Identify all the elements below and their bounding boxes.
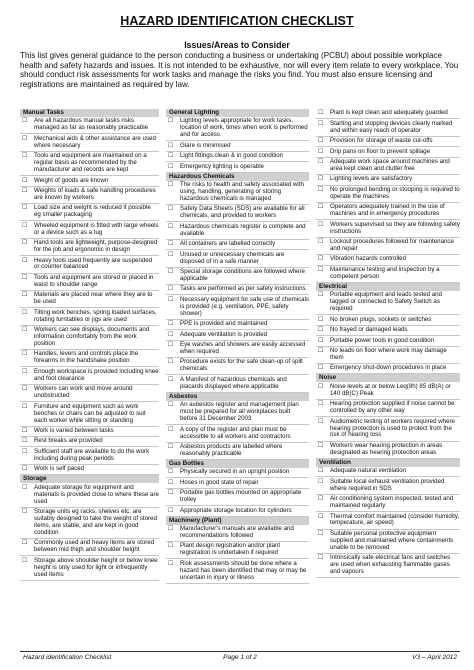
checklist-item	[20, 427, 159, 437]
checkbox-icon[interactable]: ☐	[22, 386, 28, 393]
checklist-item-text: Furniture and equipment such as work benches or chairs can be adjusted to suit each worker while sitting or standing	[34, 402, 146, 424]
checkbox-icon[interactable]: ☐	[22, 240, 28, 247]
checklist-item-text: Adequate natural ventilation	[330, 467, 407, 475]
checkbox-icon[interactable]: ☐	[168, 241, 174, 248]
checklist-item-text: Operators adequately trained in the use of machines and in emergency procedures	[330, 203, 445, 218]
checklist-item-text: Lighting levels are satisfactory	[330, 175, 413, 183]
checklist-column-1	[20, 109, 159, 581]
section-heading: Electrical	[316, 283, 460, 291]
checklist-item	[166, 489, 309, 506]
checklist-item	[166, 443, 309, 460]
checklist-item	[166, 117, 309, 141]
checklist-item	[20, 483, 159, 507]
checkbox-icon[interactable]: ☐	[22, 257, 28, 264]
checklist-item	[316, 238, 460, 255]
checkbox-icon[interactable]: ☐	[318, 327, 324, 334]
section-heading: Ventilation	[316, 459, 460, 467]
checklist-item-text: Enough workspace is provided including knee and foot clearance	[34, 367, 159, 382]
checklist-item-text: Hand tools are lightweight, purpose-designed for the job and ergonomic in design	[34, 239, 158, 254]
checkbox-icon[interactable]: ☐	[318, 148, 324, 155]
checklist-item-text: Tasks are performed as per safety instructions	[180, 285, 306, 293]
checklist-item-text: Tools and equipment are maintained on a regular basis as recommended by the manufacturer and records are kept	[34, 152, 147, 174]
checkbox-icon[interactable]: ☐	[22, 187, 28, 194]
checklist-item	[316, 147, 460, 157]
checklist-item	[316, 467, 460, 477]
section-heading: Noise	[316, 374, 460, 382]
checklist-item	[20, 556, 159, 580]
section-heading: Gas Bottles	[166, 460, 309, 468]
checklist-item-text: Provision for storage of waste cut-offs	[330, 137, 433, 145]
checkbox-icon[interactable]: ☐	[22, 274, 28, 281]
checkbox-icon[interactable]: ☐	[168, 402, 174, 409]
checklist-item	[20, 221, 159, 238]
checklist-item	[316, 530, 460, 554]
checkbox-icon[interactable]: ☐	[168, 342, 174, 349]
checkbox-icon[interactable]: ☐	[168, 206, 174, 213]
checkbox-icon[interactable]: ☐	[22, 309, 28, 316]
checklist-item-text: Drip pans on floor to prevent spillage	[330, 147, 431, 155]
checklist-item-text: Appropriate storage location for cylinders	[180, 506, 292, 514]
section-heading: Manual Tasks	[20, 109, 159, 117]
checklist-item-text: Special storage conditions are followed where applicable	[180, 268, 305, 282]
checklist-item	[316, 175, 460, 185]
checklist-item	[166, 401, 309, 425]
checkbox-icon[interactable]: ☐	[168, 331, 174, 338]
checkbox-icon[interactable]: ☐	[318, 468, 324, 475]
checkbox-icon[interactable]: ☐	[168, 359, 174, 366]
checklist-item	[20, 367, 159, 384]
checklist-item	[316, 336, 460, 346]
checklist-column-2	[166, 109, 309, 584]
checklist-item-text: All containers are labelled correctly	[180, 240, 276, 248]
checklist-item-text: Load size and weight is reduced if possible eg smaller packaging	[34, 204, 151, 219]
checkbox-icon[interactable]: ☐	[22, 292, 28, 299]
checklist-item-text: Hoses in good state of repair	[180, 478, 259, 486]
checklist-item	[316, 109, 460, 119]
checklist-item	[166, 181, 309, 205]
checkbox-icon[interactable]: ☐	[22, 448, 28, 455]
checklist-item-text: No leads on floor where work may damage them	[330, 346, 447, 361]
checklist-item-text: Adequate ventilation is provided	[180, 330, 268, 338]
checklist-item-text: Eye washes and showers are easily accessed when required	[180, 341, 306, 355]
checkbox-icon[interactable]: ☐	[168, 286, 174, 293]
checkbox-icon[interactable]: ☐	[168, 543, 174, 550]
checkbox-icon[interactable]: ☐	[318, 316, 324, 323]
checkbox-icon[interactable]: ☐	[318, 496, 324, 503]
checkbox-icon[interactable]: ☐	[318, 186, 324, 193]
checkbox-icon[interactable]: ☐	[168, 321, 174, 328]
checklist-item	[316, 186, 460, 203]
checkbox-icon[interactable]: ☐	[168, 153, 174, 160]
checklist-item	[166, 468, 309, 478]
checklist-item-text: Emergency shut-down procedures in place	[330, 364, 447, 372]
checklist-item	[20, 350, 159, 367]
page-footer	[20, 651, 460, 662]
checklist-item-text: Commonly used and heavy items are stored between mid thigh and shoulder height	[34, 539, 155, 554]
checkbox-icon[interactable]: ☐	[318, 401, 324, 408]
checklist-item	[166, 295, 309, 319]
footer-document-name: Hazard identification Checklist	[23, 653, 112, 661]
checkbox-icon[interactable]: ☐	[318, 555, 324, 562]
checklist-item-text: Sufficient staff are available to do the work including during peak periods	[34, 447, 150, 462]
checkbox-icon[interactable]: ☐	[168, 182, 174, 189]
checkbox-icon[interactable]: ☐	[318, 138, 324, 145]
checkbox-icon[interactable]: ☐	[168, 251, 174, 258]
checklist-item-text: Procedure exists for the safe clean-up of spilt chemicals	[180, 358, 303, 373]
checkbox-icon[interactable]: ☐	[22, 403, 28, 410]
checkbox-icon[interactable]: ☐	[22, 466, 28, 473]
checkbox-icon[interactable]: ☐	[168, 479, 174, 486]
checkbox-icon[interactable]: ☐	[22, 368, 28, 375]
checklist-item	[166, 152, 309, 162]
checklist-item-text: Hearing protection supplied if noise cannot be controlled by any other way	[330, 400, 455, 415]
checkbox-icon[interactable]: ☐	[318, 347, 324, 354]
checklist-item	[166, 341, 309, 358]
checklist-item-text: The risks to health and safety associated with using, handling, generating or storing hazardous chemicals is managed	[180, 181, 304, 202]
checkbox-icon[interactable]: ☐	[168, 163, 174, 170]
checklist-item	[316, 512, 460, 529]
checkbox-icon[interactable]: ☐	[168, 443, 174, 450]
checkbox-icon[interactable]: ☐	[22, 557, 28, 564]
checklist-item	[166, 425, 309, 442]
checkbox-icon[interactable]: ☐	[318, 256, 324, 263]
checkbox-icon[interactable]: ☐	[318, 110, 324, 117]
checklist-item-text: Storage units eg racks, shelves etc. are suitably designed to take the weight of stored items, are stable, and are kept in good condition	[34, 507, 157, 536]
checklist-item	[166, 222, 309, 239]
checkbox-icon[interactable]: ☐	[22, 484, 28, 491]
checklist-item-text: Safety Data Sheets (SDS) are available for all chemicals, and provided to workers	[180, 205, 305, 220]
checklist-item	[166, 205, 309, 222]
checklist-item-text: Manufacturer's manuals are available and recommendations followed	[180, 525, 294, 539]
checklist-item	[166, 559, 309, 583]
checklist-item	[316, 255, 460, 265]
section-heading: Hazardous Chemicals	[166, 173, 309, 181]
checklist-item-text: Tilting work benches, spring loaded surfaces, rotating turntables or jigs are used	[34, 308, 157, 323]
checklist-item	[316, 477, 460, 494]
checklist-item-text: Workers wear hearing protection in areas designated as hearing protection areas	[330, 441, 443, 456]
checklist-item-text: Intrinsically safe electrical fans and switches are used when exhausting flammable gases and vapours	[330, 554, 451, 576]
checklist-item-text: Noise levels at or below Leq(8h) 85 dB(A) or 140 dB(C) Peak	[330, 382, 451, 397]
footer-version: V3 – April 2012	[412, 653, 457, 661]
checkbox-icon[interactable]: ☐	[318, 383, 324, 390]
checklist-item-text: Work is self paced	[34, 465, 85, 473]
checklist-item	[20, 187, 159, 204]
checklist-item	[166, 320, 309, 330]
checklist-item	[20, 117, 159, 134]
checkbox-icon[interactable]: ☐	[318, 176, 324, 183]
checkbox-icon[interactable]: ☐	[22, 327, 28, 334]
checklist-item	[166, 330, 309, 340]
checklist-item-text: Hazardous chemicals register is complete and available	[180, 222, 306, 237]
page-title: HAZARD IDENTIFICATION CHECKLIST	[120, 14, 354, 28]
checklist-item-text: Workers can see displays, documents and information comfortably from the work position	[34, 326, 150, 347]
checkbox-icon[interactable]: ☐	[22, 222, 28, 229]
checkbox-icon[interactable]: ☐	[22, 135, 28, 142]
checklist-item-text: An asbestos register and management plan must be prepared for all workplaces built before 31 December 2003	[180, 401, 299, 423]
checklist-item-text: Air conditioning system inspected, tested and maintained regularly	[330, 495, 454, 510]
checklist-item	[316, 291, 460, 315]
checklist-item	[20, 508, 159, 539]
checklist-item	[20, 437, 159, 447]
checklist-item-text: Work is varied between tasks	[34, 426, 114, 434]
checklist-column-3	[316, 109, 460, 578]
checklist-item-text: Suitable personal protective equipment supplied and maintained where containments unable to be removed	[330, 529, 454, 551]
checklist-item-text: Storage above shoulder height or below knee height is only used for light or infrequently used items	[34, 556, 158, 578]
checklist-item-text: Weights of loads & safe handling procedures are known by workers	[34, 186, 156, 201]
checklist-item-text: No broken plugs, sockets or switches	[330, 315, 432, 323]
checkbox-icon[interactable]: ☐	[318, 337, 324, 344]
checklist-item	[166, 506, 309, 516]
checklist-item-text: Portable gas bottles mounted on appropriate trolley	[180, 489, 302, 504]
checklist-item-text: Unused or unnecessary chemicals are disposed of in a safe manner	[180, 250, 285, 265]
checkbox-icon[interactable]: ☐	[22, 205, 28, 212]
section-heading: Asbestos	[166, 393, 309, 401]
checklist-item	[166, 268, 309, 285]
checklist-item-text: Physically secured in an upright position	[180, 468, 290, 476]
checklist-item-text: Audiometric testing of workers required where hearing protection is used to protect from the risk of hearing loss	[330, 417, 455, 439]
checklist-item-text: A Manifest of hazardous chemicals and placards displayed where applicable	[180, 375, 287, 390]
checklist-item	[316, 417, 460, 441]
checklist-item-text: Portable power tools in good condition	[330, 336, 435, 344]
checkbox-icon[interactable]: ☐	[22, 177, 28, 184]
checklist-item	[20, 402, 159, 426]
checklist-item-text: No frayed or damaged leads	[330, 326, 408, 334]
checklist-item-text: Portable equipment and leads tested and tagged or connected to Safety Switch as required	[330, 291, 442, 313]
checklist-item	[166, 240, 309, 250]
checklist-item-text: Suitable local exhaust ventilation provided where required in SDS	[330, 477, 445, 492]
checklist-item-text: Materials are placed near where they are to be used	[34, 291, 153, 306]
checkbox-icon[interactable]: ☐	[168, 142, 174, 149]
checklist-item	[20, 308, 159, 325]
checklist-item-text: Are all hazardous manual tasks risks managed as far as reasonably practicable	[34, 117, 149, 132]
checklist-item-text: Thermal comfort maintained (consider humidity, temperature, air speed)	[330, 512, 460, 527]
checkbox-icon[interactable]: ☐	[318, 530, 324, 537]
intro-paragraph: This list gives general guidance to the person conducting a business or undertaking (PCBU) about possible workplace health and safety hazards and issues. It is not intended to be exhaustive, nor will every item relate to every workplace. You should conduct risk assessments for work tasks and manage the risks you find. You must also ensure licensing and registrations are maintained as required by law.	[20, 51, 459, 89]
checkbox-icon[interactable]: ☐	[318, 513, 324, 520]
checklist-item	[166, 542, 309, 559]
checklist-item	[316, 315, 460, 325]
checklist-item	[316, 400, 460, 417]
checklist-item-text: Heavy tools used frequently are suspended or counter balanced	[34, 256, 153, 271]
checklist-item-text: Workers can work and move around unobstructed	[34, 385, 133, 400]
checkbox-icon[interactable]: ☐	[318, 292, 324, 299]
checkbox-icon[interactable]: ☐	[318, 204, 324, 211]
checklist-item-text: PPE is provided and maintained	[180, 320, 268, 328]
section-heading: Storage	[20, 475, 159, 483]
checklist-item	[166, 250, 309, 267]
checkbox-icon[interactable]: ☐	[168, 118, 174, 125]
checklist-item	[316, 266, 460, 283]
checkbox-icon[interactable]: ☐	[168, 526, 174, 533]
checkbox-icon[interactable]: ☐	[22, 508, 28, 515]
checklist-item	[166, 162, 309, 172]
checklist-item-text: Emergency lighting is operable	[180, 162, 264, 170]
checklist-item	[316, 382, 460, 399]
section-heading: General Lighting	[166, 109, 309, 117]
checkbox-icon[interactable]: ☐	[318, 221, 324, 228]
checklist-item-text: Light fittings clean & in good condition	[180, 152, 284, 160]
checklist-item	[316, 203, 460, 220]
checklist-item	[20, 274, 159, 291]
checkbox-icon[interactable]: ☐	[168, 560, 174, 567]
checkbox-icon[interactable]: ☐	[168, 296, 174, 303]
checklist-item	[20, 447, 159, 464]
checkbox-icon[interactable]: ☐	[318, 266, 324, 273]
checklist-item	[20, 539, 159, 556]
checkbox-icon[interactable]: ☐	[22, 153, 28, 160]
checklist-item-text: Adequate storage for equipment and materials is provided close to where these are used	[34, 483, 159, 505]
checklist-item	[20, 291, 159, 308]
checklist-item	[316, 364, 460, 374]
checkbox-icon[interactable]: ☐	[168, 269, 174, 275]
checklist-item-text: Adequate work space around machines and area kept clean and clutter free	[330, 158, 450, 173]
checklist-item	[20, 204, 159, 221]
checkbox-icon[interactable]: ☐	[22, 540, 28, 547]
checkbox-icon[interactable]: ☐	[22, 118, 28, 125]
checkbox-icon[interactable]: ☐	[318, 239, 324, 246]
footer-page-number: Page 1 of 2	[223, 653, 257, 661]
checklist-item-text: Lighting levels appropriate for work tasks, location of work, times when work is performed and for access	[180, 117, 308, 139]
checkbox-icon[interactable]: ☐	[318, 120, 324, 127]
checkbox-icon[interactable]: ☐	[168, 376, 174, 383]
checklist-item	[20, 176, 159, 186]
checklist-item	[316, 137, 460, 147]
checklist-item	[20, 134, 159, 151]
checklist-item-text: Risk assessments should be done where a hazard has been identified that may or may be uncertain in injury or illness	[180, 559, 307, 581]
checklist-item-text: Necessary equipment for safe use of chemicals is provided (e.g. ventilation, PPE, safety shower)	[180, 295, 310, 317]
checklist-item-text: Maintenance testing and inspection by a competent person	[330, 265, 440, 280]
checklist-item	[166, 285, 309, 295]
checklist-item	[316, 495, 460, 512]
checkbox-icon[interactable]: ☐	[22, 351, 28, 358]
checklist-item-text: Lockout procedures followed for maintenance and repair	[330, 238, 454, 253]
checklist-item-text: A copy of the register and plan must be accessible to all workers and contractors	[180, 425, 291, 440]
section-heading: Machinery (Plant)	[166, 517, 309, 525]
checklist-item-text: Glare is minimised	[180, 141, 231, 149]
checklist-item-text: Starting and stopping devices clearly marked and within easy reach of operator	[330, 119, 453, 134]
checklist-item	[20, 465, 159, 475]
checklist-item	[166, 375, 309, 392]
checklist-item-text: Tools and equipment are stored or placed in waist to shoulder range	[34, 273, 154, 288]
checklist-item	[20, 385, 159, 402]
checklist-item-text: Vibration hazards controlled	[330, 255, 407, 263]
page-subtitle: Issues/Areas to Consider	[184, 40, 290, 50]
checklist-item	[316, 326, 460, 336]
checklist-item-text: Wheeled equipment is fitted with large wheels or a device such as a tug	[34, 221, 159, 236]
checklist-item-text: Weight of goods are known	[34, 176, 109, 184]
checkbox-icon[interactable]: ☐	[168, 469, 174, 476]
checkbox-icon[interactable]: ☐	[22, 438, 28, 445]
checklist-item-text: Handles, levers and controls place the forearms in the handshake position	[34, 350, 139, 365]
checklist-item	[166, 525, 309, 542]
checklist-item	[166, 141, 309, 151]
checklist-item-text: Plant is kept clean and adequately guarded	[330, 109, 448, 117]
checkbox-icon[interactable]: ☐	[168, 223, 174, 230]
checklist-item-text: Asbestos products are labelled where reasonably practicable	[180, 442, 283, 457]
checklist-item-text: No prolonged bending or stooping is required to operate the machines	[330, 185, 460, 200]
checklist-item-text: Rest breaks are provided	[34, 437, 103, 445]
checkbox-icon[interactable]: ☐	[318, 418, 324, 425]
checklist-item	[316, 554, 460, 578]
checkbox-icon[interactable]: ☐	[168, 490, 174, 497]
checkbox-icon[interactable]: ☐	[318, 478, 324, 485]
checklist-item	[20, 239, 159, 256]
checklist-item	[20, 152, 159, 176]
checkbox-icon[interactable]: ☐	[22, 427, 28, 434]
checklist-item	[20, 256, 159, 273]
checklist-item-text: Plant design registration and/or plant registration is undertaken if required	[180, 542, 281, 557]
checklist-item	[316, 119, 460, 136]
checklist-item	[316, 158, 460, 175]
checkbox-icon[interactable]: ☐	[318, 442, 324, 449]
checklist-item	[316, 442, 460, 459]
checklist-item	[166, 358, 309, 375]
checklist-item	[166, 478, 309, 488]
checkbox-icon[interactable]: ☐	[168, 507, 174, 514]
checklist-item	[20, 326, 159, 350]
checkbox-icon[interactable]: ☐	[318, 365, 324, 372]
checkbox-icon[interactable]: ☐	[318, 159, 324, 166]
checkbox-icon[interactable]: ☐	[168, 426, 174, 433]
checklist-item-text: Mechanical aids & other assistance are used where necessary	[34, 134, 156, 149]
checklist-item	[316, 220, 460, 237]
checklist-item-text: Workers supervised so they are following safety instructions	[330, 220, 460, 235]
checklist-item	[316, 347, 460, 364]
